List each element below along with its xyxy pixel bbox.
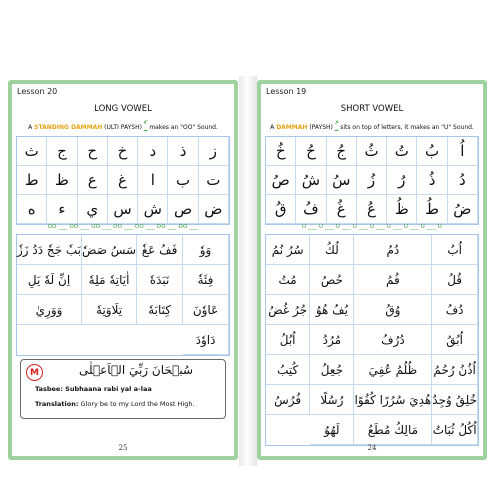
word-cell: فُمُ (354, 265, 432, 295)
subtitle-paren: (ULTI PAYSH) (104, 124, 142, 131)
word-cell: عَاوٗنَ (183, 295, 229, 325)
letter-cell: ي (78, 195, 108, 224)
letter-cell: ظُ (387, 195, 417, 224)
letter-cell: ج (47, 137, 77, 166)
word-grid (16, 234, 230, 356)
word-cell: جُرُ غُضُ (266, 295, 310, 325)
word-cell: سَسُ صَضٗ (82, 235, 137, 265)
subtitle-suffix: makes an "OO" Sound. (149, 124, 218, 131)
word-cell: دَاوٗدَ (183, 325, 229, 355)
word-cell: بَبٗ جَجٗ دَدُ زَزٗ (17, 235, 82, 265)
word-cell: مَالِكُ مُطَعُ (354, 415, 432, 445)
word-cell: اِنِّ لَهٗ يَلِ (17, 265, 82, 295)
letter-cell: طُ (417, 195, 447, 224)
letter-cell: ظ (47, 166, 77, 195)
word-cell: كِتَابَهٗ (137, 295, 183, 325)
page-lesson-19 (257, 80, 487, 460)
letter-grid (16, 136, 230, 225)
word-cell: حُصُ (310, 265, 354, 295)
dua-arabic: سُبۡحَانَ رَبِّيَ الۡاَعۡلٰى (78, 363, 194, 377)
lesson-title: LONG VOWEL (94, 104, 152, 114)
letter-cell: ح (78, 137, 108, 166)
letter-cell: ب (168, 166, 198, 195)
letter-cell: ثُ (357, 137, 387, 166)
lesson-label: Lesson 20 (17, 87, 58, 96)
word-cell: فَفُ عَغٗ (137, 235, 183, 265)
word-cell: لُكُ (310, 235, 354, 265)
sound-row: OO ___ OO ___ OO ___ OO ___ OO ___ OO ___ OO ___ (47, 224, 199, 230)
word-cell: فِئَةٗ (183, 265, 229, 295)
letter-cell: دُ (448, 166, 478, 195)
word-cell: دُمُ (354, 235, 432, 265)
letter-grid (265, 136, 479, 225)
word-cell: قُلُ (432, 265, 478, 295)
lesson-subtitle (12, 120, 234, 134)
subtitle-highlight: DAMMAH (276, 124, 308, 131)
letter-cell: ش (138, 195, 168, 224)
letter-cell: خ (108, 137, 138, 166)
letter-cell: سُ (327, 166, 357, 195)
word-cell: وُقُ (354, 295, 432, 325)
letter-cell: بُ (417, 137, 447, 166)
letter-cell: س (108, 195, 138, 224)
letter-cell: خُ (266, 137, 296, 166)
word-cell: فُرُسُ (266, 385, 310, 415)
word-cell: يُفُ هُوُ (310, 295, 354, 325)
page-number: 25 (118, 444, 128, 452)
letter-cell: فُ (296, 195, 326, 224)
subtitle-prefix: A (28, 124, 33, 131)
letter-cell: رُ (387, 166, 417, 195)
word-cell: تِلَاوَتِهٗ (82, 295, 137, 325)
letter-cell: جُ (327, 137, 357, 166)
word-cell: جُعِلُ (310, 355, 354, 385)
vowel-mark-icon: ـُ (334, 120, 339, 134)
letter-cell: غُ (327, 195, 357, 224)
lesson-subtitle (261, 120, 483, 134)
letter-cell: ء (47, 195, 77, 224)
letter-cell: زُ (357, 166, 387, 195)
word-cell: مُرُدُ (310, 325, 354, 355)
dua-box (20, 359, 226, 419)
subtitle-paren: (PAYSH) (309, 124, 333, 131)
lesson-label: Lesson 19 (266, 87, 307, 96)
letter-cell: قُ (266, 195, 296, 224)
vowel-mark-icon: ـٗ (143, 120, 148, 134)
word-cell: هُدِيَ سُرُرًا كُفُوًا (354, 385, 432, 415)
translation-text: Glory be to my Lord the Most High. (80, 400, 195, 408)
letter-cell: تُ (387, 137, 417, 166)
letter-cell: غ (108, 166, 138, 195)
translation-label: Translation: (35, 400, 79, 408)
word-cell: اُكُلُ ثُبَاتُ (432, 415, 478, 445)
letter-cell: عُ (357, 195, 387, 224)
word-cell: وَوَرِيٰ (17, 295, 82, 325)
dua-tasbee: Tasbee: Subhaana rabi yal a-laa (35, 385, 152, 393)
letter-cell: ز (199, 137, 229, 166)
letter-cell: ا (138, 166, 168, 195)
letter-cell: ص (168, 195, 198, 224)
letter-cell: حُ (296, 137, 326, 166)
letter-cell: شُ (296, 166, 326, 195)
letter-cell: صُ (266, 166, 296, 195)
word-cell: رُسُلًا (310, 385, 354, 415)
subtitle-highlight: STANDING DAMMAH (34, 124, 103, 131)
page-number: 24 (367, 444, 377, 452)
subtitle-suffix: sits on top of letters, it makes an "U" Sound. (340, 124, 474, 131)
word-cell: اُبُلُ (266, 325, 310, 355)
word-cell: اُبُ (432, 235, 478, 265)
letter-cell: د (138, 137, 168, 166)
letter-cell: اُ (448, 137, 478, 166)
letter-cell: ث (17, 137, 47, 166)
word-cell: اُذُنُ رُحُمُ (432, 355, 478, 385)
book-gutter (239, 76, 257, 466)
word-cell: اٰيَاتِهٗ مَلِهٗ (82, 265, 137, 295)
word-cell: ظُلُمُ عُفِيَ (354, 355, 432, 385)
letter-cell: ذ (168, 137, 198, 166)
word-cell: وَوٗ (183, 235, 229, 265)
subtitle-prefix: A (270, 124, 275, 131)
m-badge-icon: M (26, 364, 43, 381)
letter-cell: ذُ (417, 166, 447, 195)
page-lesson-20 (8, 80, 238, 460)
letter-cell: ت (199, 166, 229, 195)
letter-cell: ض (199, 195, 229, 224)
word-cell: دُرُفُ (354, 325, 432, 355)
word-cell: لَهُوُ (310, 415, 354, 445)
lesson-title: SHORT VOWEL (340, 104, 404, 114)
word-cell: مُتُ (266, 265, 310, 295)
word-cell: نَبَدَهٗ (137, 265, 183, 295)
word-cell: كُتِبُ (266, 355, 310, 385)
word-cell: اُبُقُ (432, 325, 478, 355)
dua-translation (35, 400, 195, 408)
word-cell: سُرُ نُمُ (266, 235, 310, 265)
letter-cell: ضُ (448, 195, 478, 224)
word-grid (265, 234, 479, 446)
letter-cell: ط (17, 166, 47, 195)
letter-cell: ع (78, 166, 108, 195)
word-cell: دُفُ (432, 295, 478, 325)
letter-cell: ه (17, 195, 47, 224)
sound-row: U ___ U ___ U ___ U ___ U ___ U ___ U ___ U ___ U (301, 224, 442, 230)
word-cell: خُلِقُ وُجِدُ (432, 385, 478, 415)
